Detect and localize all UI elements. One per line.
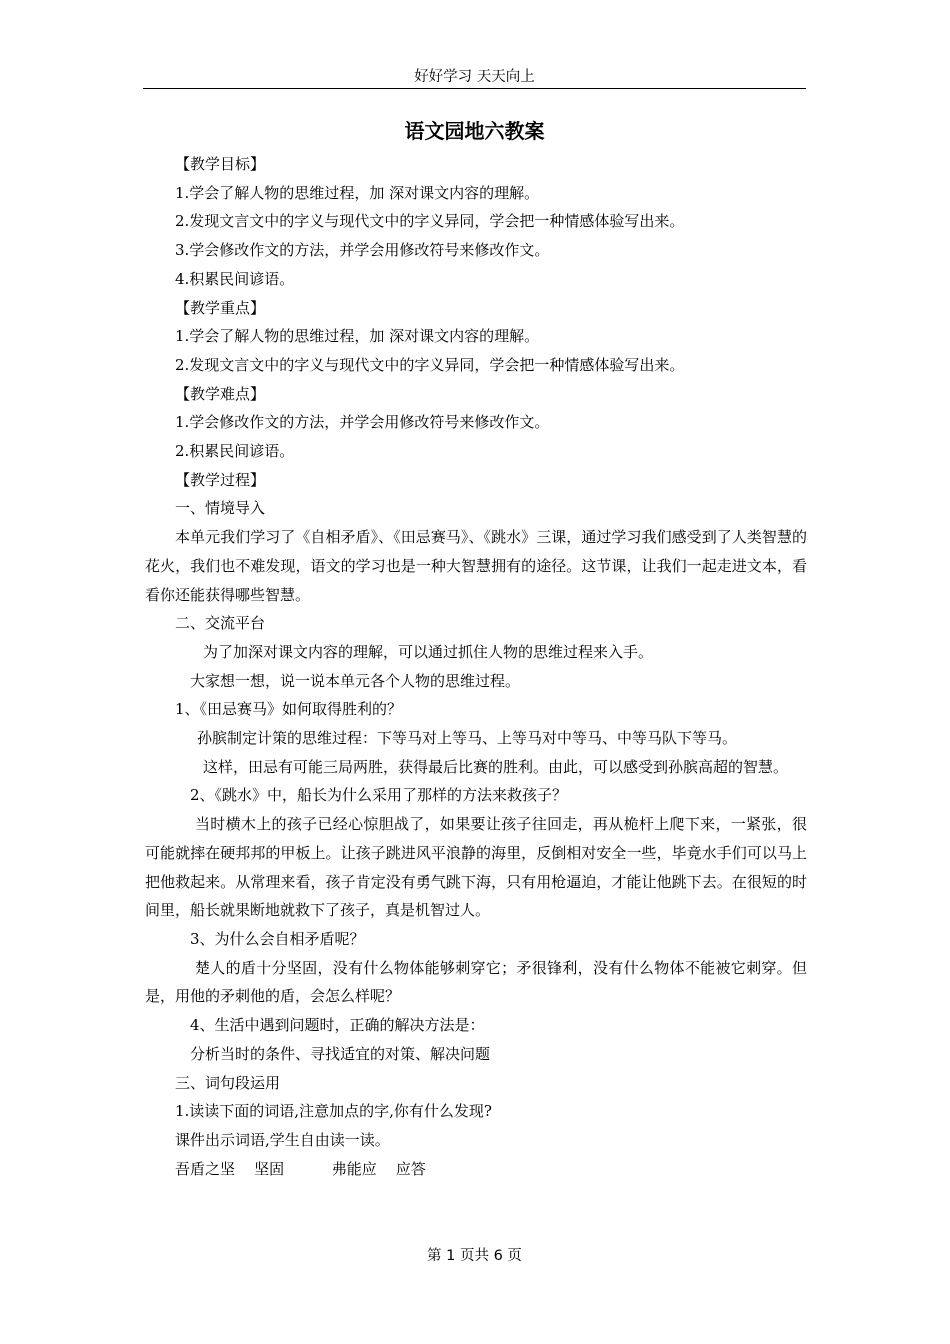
- paragraph: 当时横木上的孩子已经心惊胆战了，如果要让孩子往回走，再从桅杆上爬下来，一紧张，很可能就摔在硬邦邦的甲板上。让孩子跳进风平浪静的海里，反倒相对安全一些，毕竟水手们可以马上把他救起来。从常理来看，孩子肯定没有勇气跳下海，只有用枪逼迫，才能让他跳下去。在很短的时间里，船长就果断地就救下了孩子，真是机智过人。: [145, 815, 807, 920]
- question: 4、生活中遇到问题时，正确的解决方法是：: [190, 1016, 485, 1035]
- section-heading: 【教学过程】: [175, 470, 266, 489]
- paragraph: 2.发现文言文中的字义与现代文中的字义异同，学会把一种情感体验写出来。: [175, 212, 685, 231]
- question: 3、为什么会自相矛盾呢？: [190, 929, 365, 948]
- paragraph: 本单元我们学习了《自相矛盾》、《田忌赛马》、《跳水》三课，通过学习我们感受到了人类智慧的花火，我们也不难发现，语文的学习也是一种大智慧拥有的途径。这节课，让我们一起走进文本，看看你还能获得哪些智慧。: [145, 528, 807, 604]
- document-title: 语文园地六教案: [404, 119, 545, 143]
- question: 1、《田忌赛马》如何取得胜利的？: [175, 700, 403, 719]
- subsection-heading: 一、情境导入: [175, 499, 266, 518]
- paragraph: 1.学会修改作文的方法，并学会用修改符号来修改作文。: [175, 413, 550, 432]
- paragraph: 2.积累民间谚语。: [175, 442, 295, 461]
- paragraph: 分析当时的条件、寻找适宜的对策、解决问题: [190, 1044, 491, 1063]
- paragraph: 这样，田忌有可能三局两胜，获得最后比赛的胜利。由此，可以感受到孙膑高超的智慧。: [203, 757, 789, 776]
- paragraph: 1.读读下面的词语,注意加点的字,你有什么发现?: [175, 1102, 492, 1121]
- word-list: 吾盾之坚 坚固 弗能应 应答: [175, 1159, 426, 1178]
- paragraph: 2.发现文言文中的字义与现代文中的字义异同，学会把一种情感体验写出来。: [175, 355, 685, 374]
- paragraph: 4.积累民间谚语。: [175, 269, 295, 288]
- section-heading: 【教学难点】: [175, 384, 266, 403]
- header-rule: [143, 88, 806, 89]
- paragraph: 为了加深对课文内容的理解，可以通过抓住人物的思维过程来入手。: [203, 642, 654, 661]
- page-footer: 第 1 页共 6 页: [427, 1248, 522, 1264]
- paragraph: 1.学会了解人物的思维过程，加 深对课文内容的理解。: [175, 327, 540, 346]
- paragraph: 3.学会修改作文的方法，并学会用修改符号来修改作文。: [175, 241, 550, 260]
- section-heading: 【教学目标】: [175, 155, 266, 173]
- section-heading: 【教学重点】: [175, 298, 266, 317]
- paragraph: 大家想一想，说一说本单元各个人物的思维过程。: [190, 671, 521, 690]
- page-header: 好好学习 天天向上: [414, 69, 535, 85]
- paragraph: 楚人的盾十分坚固，没有什么物体能够刺穿它；矛很锋利，没有什么物体不能被它刺穿。但是，用他的矛刺他的盾，会怎么样呢？: [145, 958, 807, 1006]
- question: 2、《跳水》中，船长为什么采用了那样的方法来救孩子？: [190, 786, 568, 805]
- paragraph: 孙膑制定计策的思维过程：下等马对上等马、上等马对中等马、中等马队下等马。: [197, 729, 738, 748]
- subsection-heading: 二、交流平台: [175, 614, 266, 633]
- subsection-heading: 三、词句段运用: [175, 1073, 281, 1092]
- paragraph: 1.学会了解人物的思维过程，加 深对课文内容的理解。: [175, 183, 540, 202]
- document-body: [145, 150, 807, 1183]
- paragraph: 课件出示词语,学生自由读一读。: [175, 1130, 390, 1149]
